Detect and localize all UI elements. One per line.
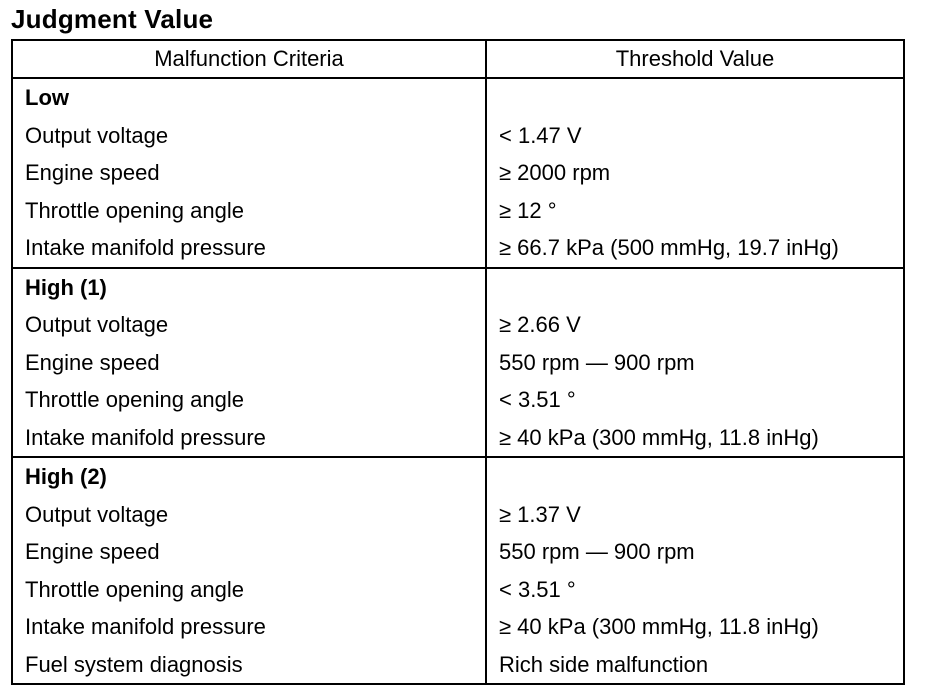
threshold-cell: < 1.47 V — [486, 117, 904, 155]
table-row — [12, 419, 904, 458]
group-low — [12, 78, 904, 268]
group-label-row — [12, 78, 904, 117]
table-row — [12, 646, 904, 685]
criteria-cell: Engine speed — [12, 533, 486, 571]
group-label-row — [12, 268, 904, 307]
group-high-1 — [12, 268, 904, 458]
criteria-cell: Intake manifold pressure — [12, 419, 486, 458]
criteria-cell: Output voltage — [12, 306, 486, 344]
group-label: High (2) — [12, 457, 486, 496]
threshold-cell: ≥ 12 ° — [486, 192, 904, 230]
table-row — [12, 496, 904, 534]
table-row — [12, 608, 904, 646]
threshold-cell: ≥ 2000 rpm — [486, 154, 904, 192]
table-row — [12, 192, 904, 230]
table-row — [12, 533, 904, 571]
criteria-cell: Output voltage — [12, 117, 486, 155]
criteria-cell: Intake manifold pressure — [12, 608, 486, 646]
group-label: Low — [12, 78, 486, 117]
criteria-cell: Intake manifold pressure — [12, 229, 486, 268]
table-row — [12, 571, 904, 609]
column-header-threshold: Threshold Value — [486, 40, 904, 78]
table-row — [12, 229, 904, 268]
threshold-cell: ≥ 2.66 V — [486, 306, 904, 344]
table-row — [12, 381, 904, 419]
column-header-criteria: Malfunction Criteria — [12, 40, 486, 78]
criteria-cell: Output voltage — [12, 496, 486, 534]
group-label-empty-cell — [486, 78, 904, 117]
group-label-row — [12, 457, 904, 496]
group-label: High (1) — [12, 268, 486, 307]
group-label-empty-cell — [486, 268, 904, 307]
threshold-cell: 550 rpm — 900 rpm — [486, 344, 904, 382]
table-row — [12, 306, 904, 344]
threshold-cell: < 3.51 ° — [486, 381, 904, 419]
threshold-cell: ≥ 66.7 kPa (500 mmHg, 19.7 inHg) — [486, 229, 904, 268]
threshold-cell: < 3.51 ° — [486, 571, 904, 609]
criteria-cell: Engine speed — [12, 344, 486, 382]
header-row — [12, 40, 904, 78]
table-header — [12, 40, 904, 78]
table-row — [12, 117, 904, 155]
threshold-cell: ≥ 40 kPa (300 mmHg, 11.8 inHg) — [486, 419, 904, 458]
threshold-cell: Rich side malfunction — [486, 646, 904, 685]
page-title: Judgment Value — [11, 4, 214, 34]
group-high-2 — [12, 457, 904, 684]
table-row — [12, 344, 904, 382]
criteria-cell: Engine speed — [12, 154, 486, 192]
judgment-table — [11, 39, 905, 685]
threshold-cell: ≥ 1.37 V — [486, 496, 904, 534]
criteria-cell: Throttle opening angle — [12, 381, 486, 419]
criteria-cell: Fuel system diagnosis — [12, 646, 486, 685]
threshold-cell: 550 rpm — 900 rpm — [486, 533, 904, 571]
threshold-cell: ≥ 40 kPa (300 mmHg, 11.8 inHg) — [486, 608, 904, 646]
group-label-empty-cell — [486, 457, 904, 496]
criteria-cell: Throttle opening angle — [12, 571, 486, 609]
criteria-cell: Throttle opening angle — [12, 192, 486, 230]
table-row — [12, 154, 904, 192]
